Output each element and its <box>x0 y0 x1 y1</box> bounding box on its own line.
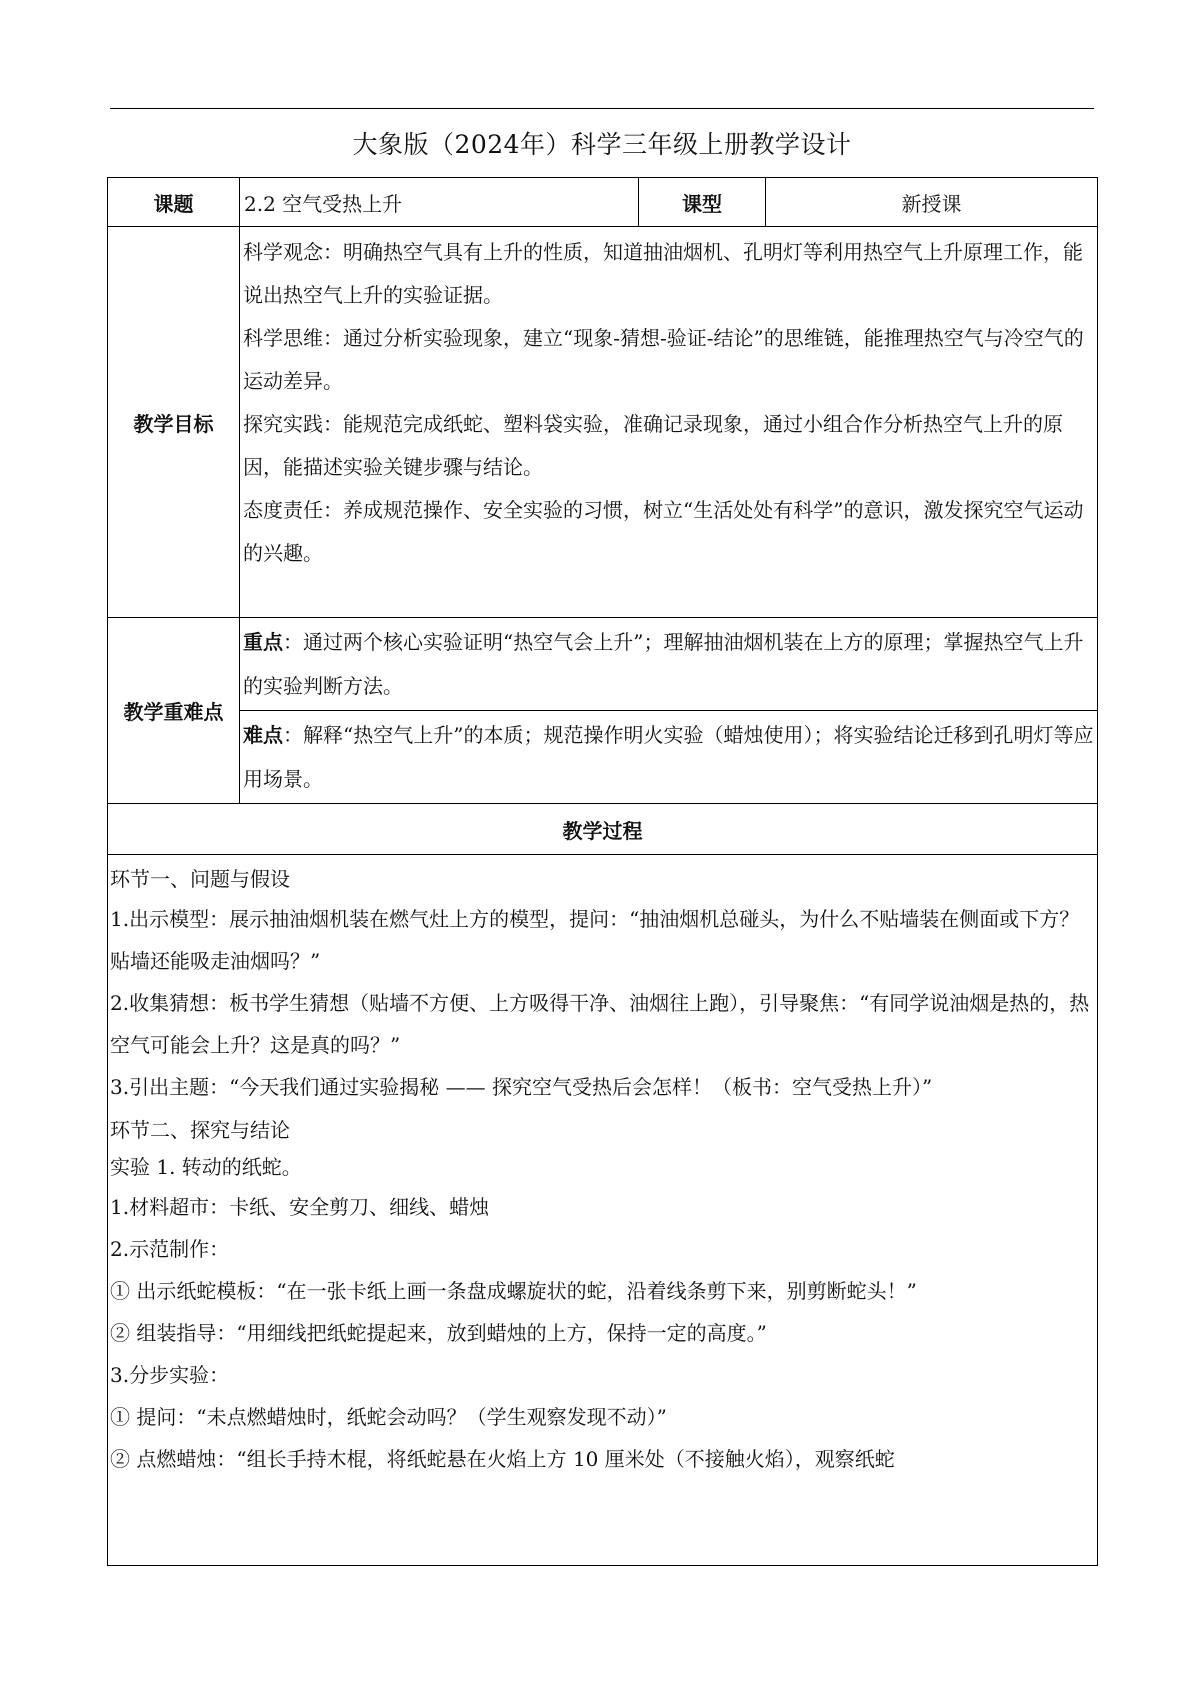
process-substep: ① 提问：“未点燃蜡烛时，纸蛇会动吗？（学生观察发现不动）” <box>110 1405 667 1429</box>
objective-item: 科学观念：明确热空气具有上升的性质，知道抽油烟机、孔明灯等利用热空气上升原理工作，能说出热空气上升的实验证据。 <box>243 240 1083 307</box>
objective-item: 科学思维：通过分析实验现象，建立“现象-猜想-验证-结论”的思维链，能推理热空气与冷空气的运动差异。 <box>243 326 1084 393</box>
process-substep: ② 组装指导：“用细线把纸蛇提起来，放到蜡烛的上方，保持一定的高度。” <box>110 1321 767 1345</box>
document-title: 大象版（2024年）科学三年级上册教学设计 <box>352 130 852 159</box>
objectives-row <box>108 227 1098 618</box>
process-header-row <box>108 804 1098 855</box>
objective-item: 探究实践：能规范完成纸蛇、塑料袋实验，准确记录现象，通过小组合作分析热空气上升的原因，能描述实验关键步骤与结论。 <box>243 412 1063 479</box>
section-heading: 环节二、探究与结论 <box>110 1118 290 1142</box>
process-substep: ② 点燃蜡烛：“组长手持木棍，将纸蛇悬在火焰上方 10 厘米处（不接触火焰），观察纸蛇 <box>110 1447 895 1471</box>
process-header: 教学过程 <box>108 804 1098 855</box>
key-points-text: ：通过两个核心实验证明“热空气会上升”；理解抽油烟机装在上方的原理；掌握热空气上升的实验判断方法。 <box>243 630 1084 698</box>
key-difficult-label: 教学重难点 <box>108 618 240 804</box>
objectives-label: 教学目标 <box>108 227 240 618</box>
objectives-content <box>240 227 1098 618</box>
key-points-content <box>240 618 1098 711</box>
process-step: 3.分步实验： <box>110 1363 230 1387</box>
topic-label: 课题 <box>108 178 240 227</box>
difficult-points-row <box>108 711 1098 804</box>
process-step: 2.收集猜想：板书学生猜想（贴墙不方便、上方吸得干净、油烟往上跑），引导聚焦：“有同学说油烟是热的，热空气可能会上升？这是真的吗？” <box>110 991 1090 1057</box>
difficult-points-content <box>240 711 1098 804</box>
difficult-points-label: 难点 <box>243 723 283 747</box>
lesson-plan-table <box>107 177 1098 1566</box>
process-content <box>108 855 1098 1566</box>
process-step: 2.示范制作： <box>110 1237 230 1261</box>
experiment-title: 实验 1. 转动的纸蛇。 <box>110 1155 302 1179</box>
process-step: 3.引出主题：“今天我们通过实验揭秘 —— 探究空气受热后会怎样！（板书：空气受热上升）” <box>110 1075 933 1099</box>
process-substep: ① 出示纸蛇模板：“在一张卡纸上画一条盘成螺旋状的蛇，沿着线条剪下来，别剪断蛇头！” <box>110 1279 917 1303</box>
section-heading: 环节一、问题与假设 <box>110 867 290 891</box>
topic-value: 2.2 空气受热上升 <box>240 178 639 227</box>
key-points-label: 重点 <box>243 630 283 654</box>
process-body-row <box>108 855 1098 1566</box>
objective-item: 态度责任：养成规范操作、安全实验的习惯，树立“生活处处有科学”的意识，激发探究空气运动的兴趣。 <box>243 498 1084 565</box>
header-rule <box>110 108 1094 109</box>
key-points-row <box>108 618 1098 711</box>
process-step: 1.材料超市：卡纸、安全剪刀、细线、蜡烛 <box>110 1195 490 1219</box>
lesson-type-label: 课型 <box>639 178 766 227</box>
lesson-type-value: 新授课 <box>766 178 1098 227</box>
topic-row <box>108 178 1098 227</box>
process-step: 1.出示模型：展示抽油烟机装在燃气灶上方的模型，提问：“抽油烟机总碰头，为什么不贴墙装在侧面或下方？贴墙还能吸走油烟吗？” <box>110 907 1080 973</box>
difficult-points-text: ：解释“热空气上升”的本质；规范操作明火实验（蜡烛使用）；将实验结论迁移到孔明灯等应用场景。 <box>243 723 1094 791</box>
